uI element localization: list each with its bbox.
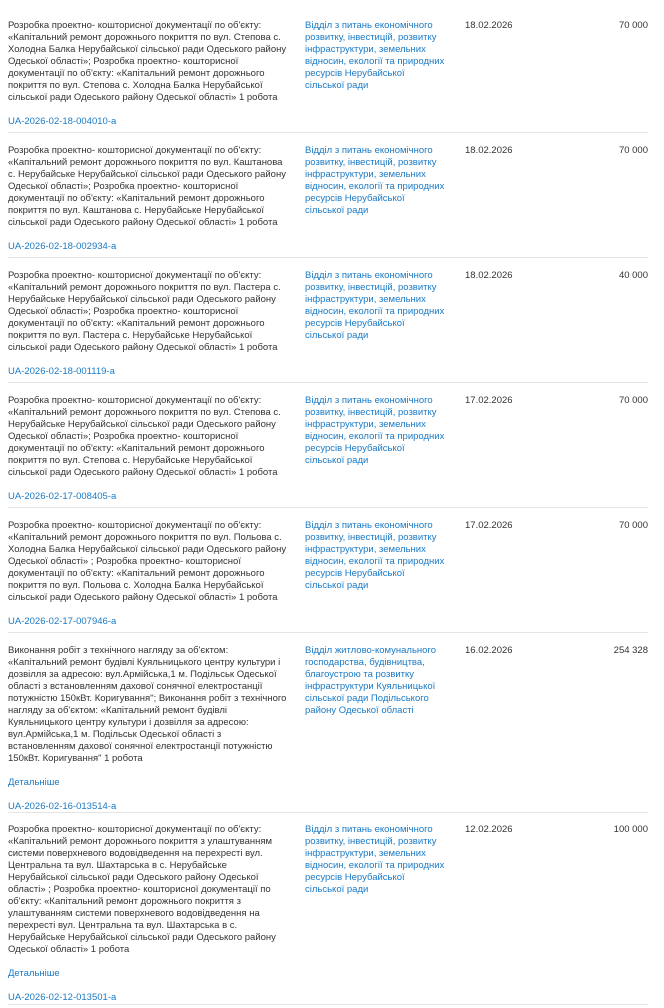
procuring-entity-link[interactable]: Відділ з питань економічного розвитку, інвестицій, розвитку інфраструктури, земельних відносин, екології та природних ресурсів Нерубайської сільської ради	[305, 824, 445, 895]
tender-amount: 70 000	[618, 520, 648, 531]
tender-id-link[interactable]: UA-2026-02-12-013501-a	[8, 992, 117, 1003]
tender-description: Виконання робіт з технічного нагляду за об'єктом: «Капітальний ремонт будівлі Куяльницького центру культури і дозвілля за адресою: вул.Армійська,1 м. Подільськ Одеської області з встановленням дахової сонячної електростанції потужністю 150кВт. Коригування"; Виконання робіт з технічного нагляду за об'єктом: «Капітальний ремонт будівлі Куяльницького центру культури і дозвілля за адресою: вул.Армійська,1 м. Подільськ Одеської області з встановленням дахової сонячної електростанції потужністю 150кВт. Коригування" 1 робота	[8, 645, 287, 764]
tender-description-cell	[8, 145, 288, 253]
details-link[interactable]: Детальніше	[8, 777, 60, 788]
tender-date: 12.02.2026	[465, 824, 513, 835]
procuring-entity-link[interactable]: Відділ з питань економічного розвитку, інвестицій, розвитку інфраструктури, земельних відносин, екології та природних ресурсів Нерубайської сільської ради	[305, 520, 445, 591]
list-item	[8, 250, 648, 383]
tender-id-link[interactable]: UA-2026-02-17-008405-a	[8, 491, 117, 502]
tender-description: Розробка проектно- кошторисної документації по об'єкту: «Капітальний ремонт дорожнього покриття з улаштуванням системи поверхневого водовідведення на перехресті вул. Центральна та вул. Шахтарська в с. Нерубайське Нерубайської сільської ради Одеського району Одеської області» ; Розробка проектно- кошторисної документації по об'єкту: «Капітальний ремонт дорожнього покриття з улаштуванням системи поверхневого водовідведення на перехресті вул. Центральна та вул. Шахтарська в с. Нерубайське Нерубайської сільської ради Одеського району Одеської області» 1 робота	[8, 824, 276, 955]
tender-description-cell	[8, 520, 288, 628]
procuring-entity-link[interactable]: Відділ з питань економічного розвитку, інвестицій, розвитку інфраструктури, земельних відносин, екології та природних ресурсів Нерубайської сільської ради	[305, 270, 445, 341]
tender-date: 18.02.2026	[465, 20, 513, 31]
tender-description: Розробка проектно- кошторисної документації по об'єкту: «Капітальний ремонт дорожнього покриття по вул. Каштанова с. Нерубайське Нерубайської сільської ради Одеського району Одеської області»; Розробка проектно- кошторисної документації по об'єкту: «Капітальний ремонт дорожнього покриття по вул. Каштанова с. Нерубайське Нерубайської сільської ради Одеського району Одеської області» 1 робота	[8, 145, 286, 228]
tender-id-link[interactable]: UA-2026-02-16-013514-a	[8, 801, 117, 812]
tender-description-cell	[8, 270, 288, 378]
tender-description-cell	[8, 20, 288, 128]
tender-amount: 254 328	[613, 645, 648, 656]
tender-amount: 70 000	[618, 20, 648, 31]
tender-description: Розробка проектно- кошторисної документації по об'єкту: «Капітальний ремонт дорожнього покриття по вул. Степова с. Нерубайське Нерубайської сільської ради Одеського району Одеської області»; Розробка проектно- кошторисної документації по об'єкту: «Капітальний ремонт дорожнього покриття по вул. Степова с. Нерубайське Нерубайської сільської ради Одеського району Одеської області» 1 робота	[8, 395, 281, 478]
tender-id-link[interactable]: UA-2026-02-18-004010-a	[8, 116, 117, 127]
tender-description-cell	[8, 645, 288, 813]
list-item	[8, 804, 648, 1005]
tender-date: 18.02.2026	[465, 145, 513, 156]
details-link[interactable]: Детальніше	[8, 968, 60, 979]
tender-amount: 40 000	[618, 270, 648, 281]
tender-id-link[interactable]: UA-2026-02-18-001119-a	[8, 366, 115, 377]
tender-date: 16.02.2026	[465, 645, 513, 656]
tender-description: Розробка проектно- кошторисної документації по об'єкту: «Капітальний ремонт дорожнього покриття по вул. Степова с. Холодна Балка Нерубайської сільської ради Одеського району Одеської області»; Розробка проектно- кошторисної документації по об'єкту: «Капітальний ремонт дорожнього покриття по вул. Степова с. Холодна Балка Нерубайської сільської ради Одеського району Одеської області» 1 робота	[8, 20, 287, 103]
list-item	[8, 375, 648, 508]
tender-date: 17.02.2026	[465, 520, 513, 531]
list-item	[8, 625, 648, 813]
list-item	[8, 500, 648, 633]
tender-id-link[interactable]: UA-2026-02-18-002934-a	[8, 241, 117, 252]
tender-description: Розробка проектно- кошторисної документації по об'єкту: «Капітальний ремонт дорожнього покриття по вул. Пастера с. Нерубайське Нерубайської сільської ради Одеського району Одеської області»; Розробка проектно- кошторисної документації по об'єкту: «Капітальний ремонт дорожнього покриття по вул. Пастера с. Нерубайське Нерубайської сільської ради Одеського району Одеської області» 1 робота	[8, 270, 281, 353]
procuring-entity-link[interactable]: Відділ житлово-комунального господарства, будівництва, благоустрою та розвитку інфраструктури Куяльницької сільської ради Подільського району Одеської області	[305, 645, 436, 716]
procuring-entity-link[interactable]: Відділ з питань економічного розвитку, інвестицій, розвитку інфраструктури, земельних відносин, екології та природних ресурсів Нерубайської сільської ради	[305, 20, 445, 91]
tender-date: 18.02.2026	[465, 270, 513, 281]
list-item	[8, 0, 648, 133]
procuring-entity-link[interactable]: Відділ з питань економічного розвитку, інвестицій, розвитку інфраструктури, земельних відносин, екології та природних ресурсів Нерубайської сільської ради	[305, 395, 445, 466]
tender-amount: 100 000	[613, 824, 648, 835]
tender-id-link[interactable]: UA-2026-02-17-007946-a	[8, 616, 117, 627]
tender-amount: 70 000	[618, 145, 648, 156]
tender-date: 17.02.2026	[465, 395, 513, 406]
tender-description-cell	[8, 824, 288, 1004]
tender-description-cell	[8, 395, 288, 503]
tender-description: Розробка проектно- кошторисної документації по об'єкту: «Капітальний ремонт дорожнього покриття по вул. Польова с. Холодна Балка Нерубайської сільської ради Одеського району Одеської області» ; Розробка проектно- кошторисної документації по об'єкту: «Капітальний ремонт дорожнього покриття по вул. Польова с. Холодна Балка Нерубайської сільської ради Одеського району Одеської області» 1 робота	[8, 520, 287, 603]
list-item	[8, 125, 648, 258]
procuring-entity-link[interactable]: Відділ з питань економічного розвитку, інвестицій, розвитку інфраструктури, земельних відносин, екології та природних ресурсів Нерубайської сільської ради	[305, 145, 445, 216]
tender-amount: 70 000	[618, 395, 648, 406]
